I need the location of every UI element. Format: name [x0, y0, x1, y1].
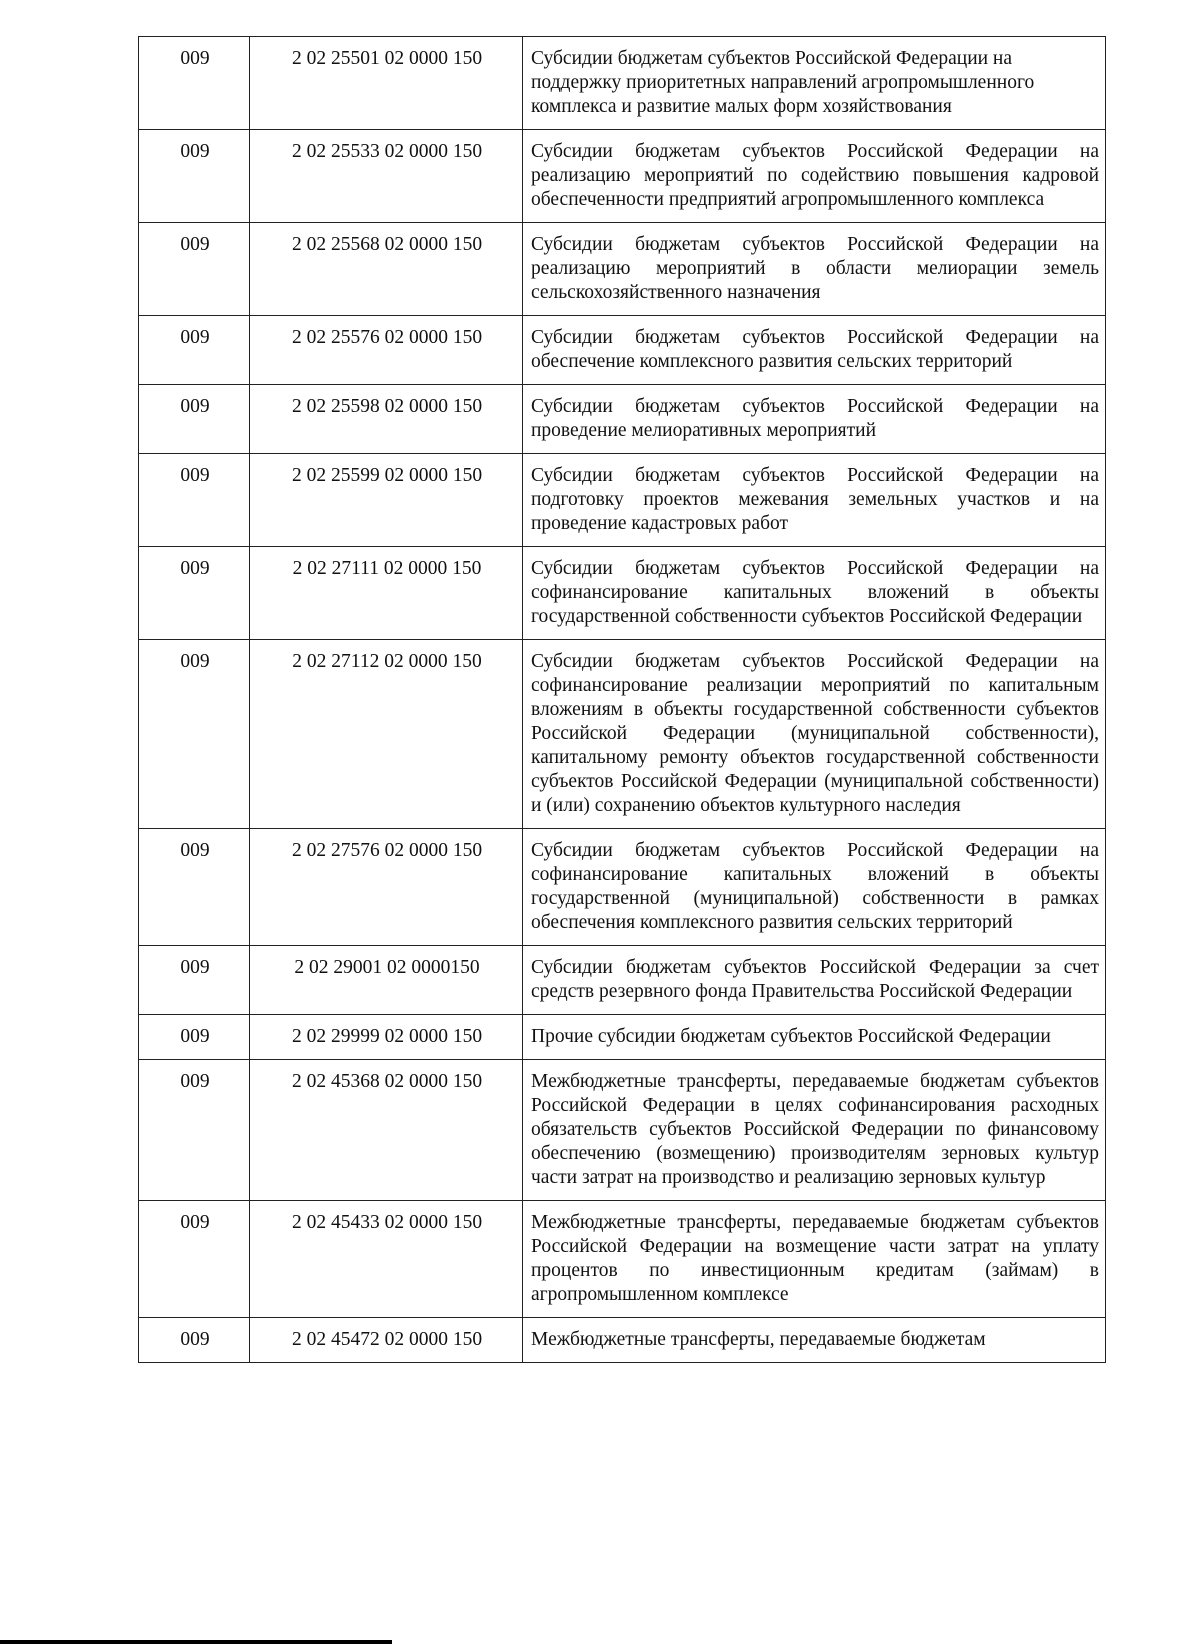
admin-code-cell: 009	[139, 1201, 250, 1318]
admin-code-cell: 009	[139, 223, 250, 316]
admin-code-cell: 009	[139, 316, 250, 385]
budget-code-cell: 2 02 25598 02 0000 150	[250, 385, 523, 454]
budget-code-cell: 2 02 25501 02 0000 150	[250, 37, 523, 130]
revenue-name-cell: Субсидии бюджетам субъектов Российской Федерации на софинансирование капитальных вложений в объекты государственной (муниципальной) собственности в рамках обеспечения комплексного развития сельских территорий	[523, 829, 1106, 946]
page-edge-rule	[0, 1640, 392, 1644]
admin-code-cell: 009	[139, 829, 250, 946]
table-row	[139, 223, 1106, 316]
admin-code-cell: 009	[139, 1060, 250, 1201]
table-row	[139, 1015, 1106, 1060]
revenue-name-cell: Субсидии бюджетам субъектов Российской Федерации на реализацию мероприятий по содействию повышения кадровой обеспеченности предприятий агропромышленного комплекса	[523, 130, 1106, 223]
revenue-name-cell: Межбюджетные трансферты, передаваемые бюджетам субъектов Российской Федерации на возмещение части затрат на уплату процентов по инвестиционным кредитам (займам) в агропромышленном комплексе	[523, 1201, 1106, 1318]
budget-code-cell: 2 02 27111 02 0000 150	[250, 547, 523, 640]
revenue-name-cell: Субсидии бюджетам субъектов Российской Федерации за счет средств резервного фонда Правительства Российской Федерации	[523, 946, 1106, 1015]
admin-code-cell: 009	[139, 385, 250, 454]
admin-code-cell: 009	[139, 1318, 250, 1363]
admin-code-cell: 009	[139, 37, 250, 130]
revenue-name-cell: Субсидии бюджетам субъектов Российской Федерации на поддержку приоритетных направлений агропромышленного комплекса и развитие малых форм хозяйствования	[523, 37, 1106, 130]
admin-code-cell: 009	[139, 547, 250, 640]
budget-code-cell: 2 02 45433 02 0000 150	[250, 1201, 523, 1318]
admin-code-cell: 009	[139, 946, 250, 1015]
table-row	[139, 1060, 1106, 1201]
revenue-name-cell: Субсидии бюджетам субъектов Российской Федерации на реализацию мероприятий в области мелиорации земель сельскохозяйственного назначения	[523, 223, 1106, 316]
table-row	[139, 130, 1106, 223]
document-page	[138, 36, 1106, 1363]
revenue-name-cell: Субсидии бюджетам субъектов Российской Федерации на подготовку проектов межевания земельных участков и на проведение кадастровых работ	[523, 454, 1106, 547]
table-row	[139, 1201, 1106, 1318]
budget-code-cell: 2 02 27112 02 0000 150	[250, 640, 523, 829]
budget-code-cell: 2 02 27576 02 0000 150	[250, 829, 523, 946]
admin-code-cell: 009	[139, 454, 250, 547]
budget-code-cell: 2 02 45368 02 0000 150	[250, 1060, 523, 1201]
budget-codes-table	[138, 36, 1106, 1363]
table-row	[139, 1318, 1106, 1363]
table-row	[139, 547, 1106, 640]
revenue-name-cell: Субсидии бюджетам субъектов Российской Федерации на софинансирование капитальных вложений в объекты государственной собственности субъектов Российской Федерации	[523, 547, 1106, 640]
budget-code-cell: 2 02 25533 02 0000 150	[250, 130, 523, 223]
table-row	[139, 640, 1106, 829]
budget-code-cell: 2 02 25576 02 0000 150	[250, 316, 523, 385]
table-row	[139, 946, 1106, 1015]
admin-code-cell: 009	[139, 640, 250, 829]
table-row	[139, 316, 1106, 385]
revenue-name-cell: Межбюджетные трансферты, передаваемые бюджетам	[523, 1318, 1106, 1363]
revenue-name-cell: Межбюджетные трансферты, передаваемые бюджетам субъектов Российской Федерации в целях софинансирования расходных обязательств субъектов Российской Федерации по финансовому обеспечению (возмещению) производителям зерновых культур части затрат на производство и реализацию зерновых культур	[523, 1060, 1106, 1201]
table-row	[139, 37, 1106, 130]
revenue-name-cell: Прочие субсидии бюджетам субъектов Российской Федерации	[523, 1015, 1106, 1060]
budget-code-cell: 2 02 45472 02 0000 150	[250, 1318, 523, 1363]
budget-code-cell: 2 02 29001 02 0000150	[250, 946, 523, 1015]
budget-code-cell: 2 02 29999 02 0000 150	[250, 1015, 523, 1060]
budget-code-cell: 2 02 25568 02 0000 150	[250, 223, 523, 316]
table-row	[139, 454, 1106, 547]
admin-code-cell: 009	[139, 130, 250, 223]
revenue-name-cell: Субсидии бюджетам субъектов Российской Федерации на проведение мелиоративных мероприятий	[523, 385, 1106, 454]
revenue-name-cell: Субсидии бюджетам субъектов Российской Федерации на софинансирование реализации мероприятий по капитальным вложениям в объекты государственной собственности субъектов Российской Федерации (муниципальной собственности), капитальному ремонту объектов государственной собственности субъектов Российской Федерации (муниципальной собственности) и (или) сохранению объектов культурного наследия	[523, 640, 1106, 829]
budget-code-cell: 2 02 25599 02 0000 150	[250, 454, 523, 547]
admin-code-cell: 009	[139, 1015, 250, 1060]
revenue-name-cell: Субсидии бюджетам субъектов Российской Федерации на обеспечение комплексного развития сельских территорий	[523, 316, 1106, 385]
table-row	[139, 385, 1106, 454]
table-row	[139, 829, 1106, 946]
